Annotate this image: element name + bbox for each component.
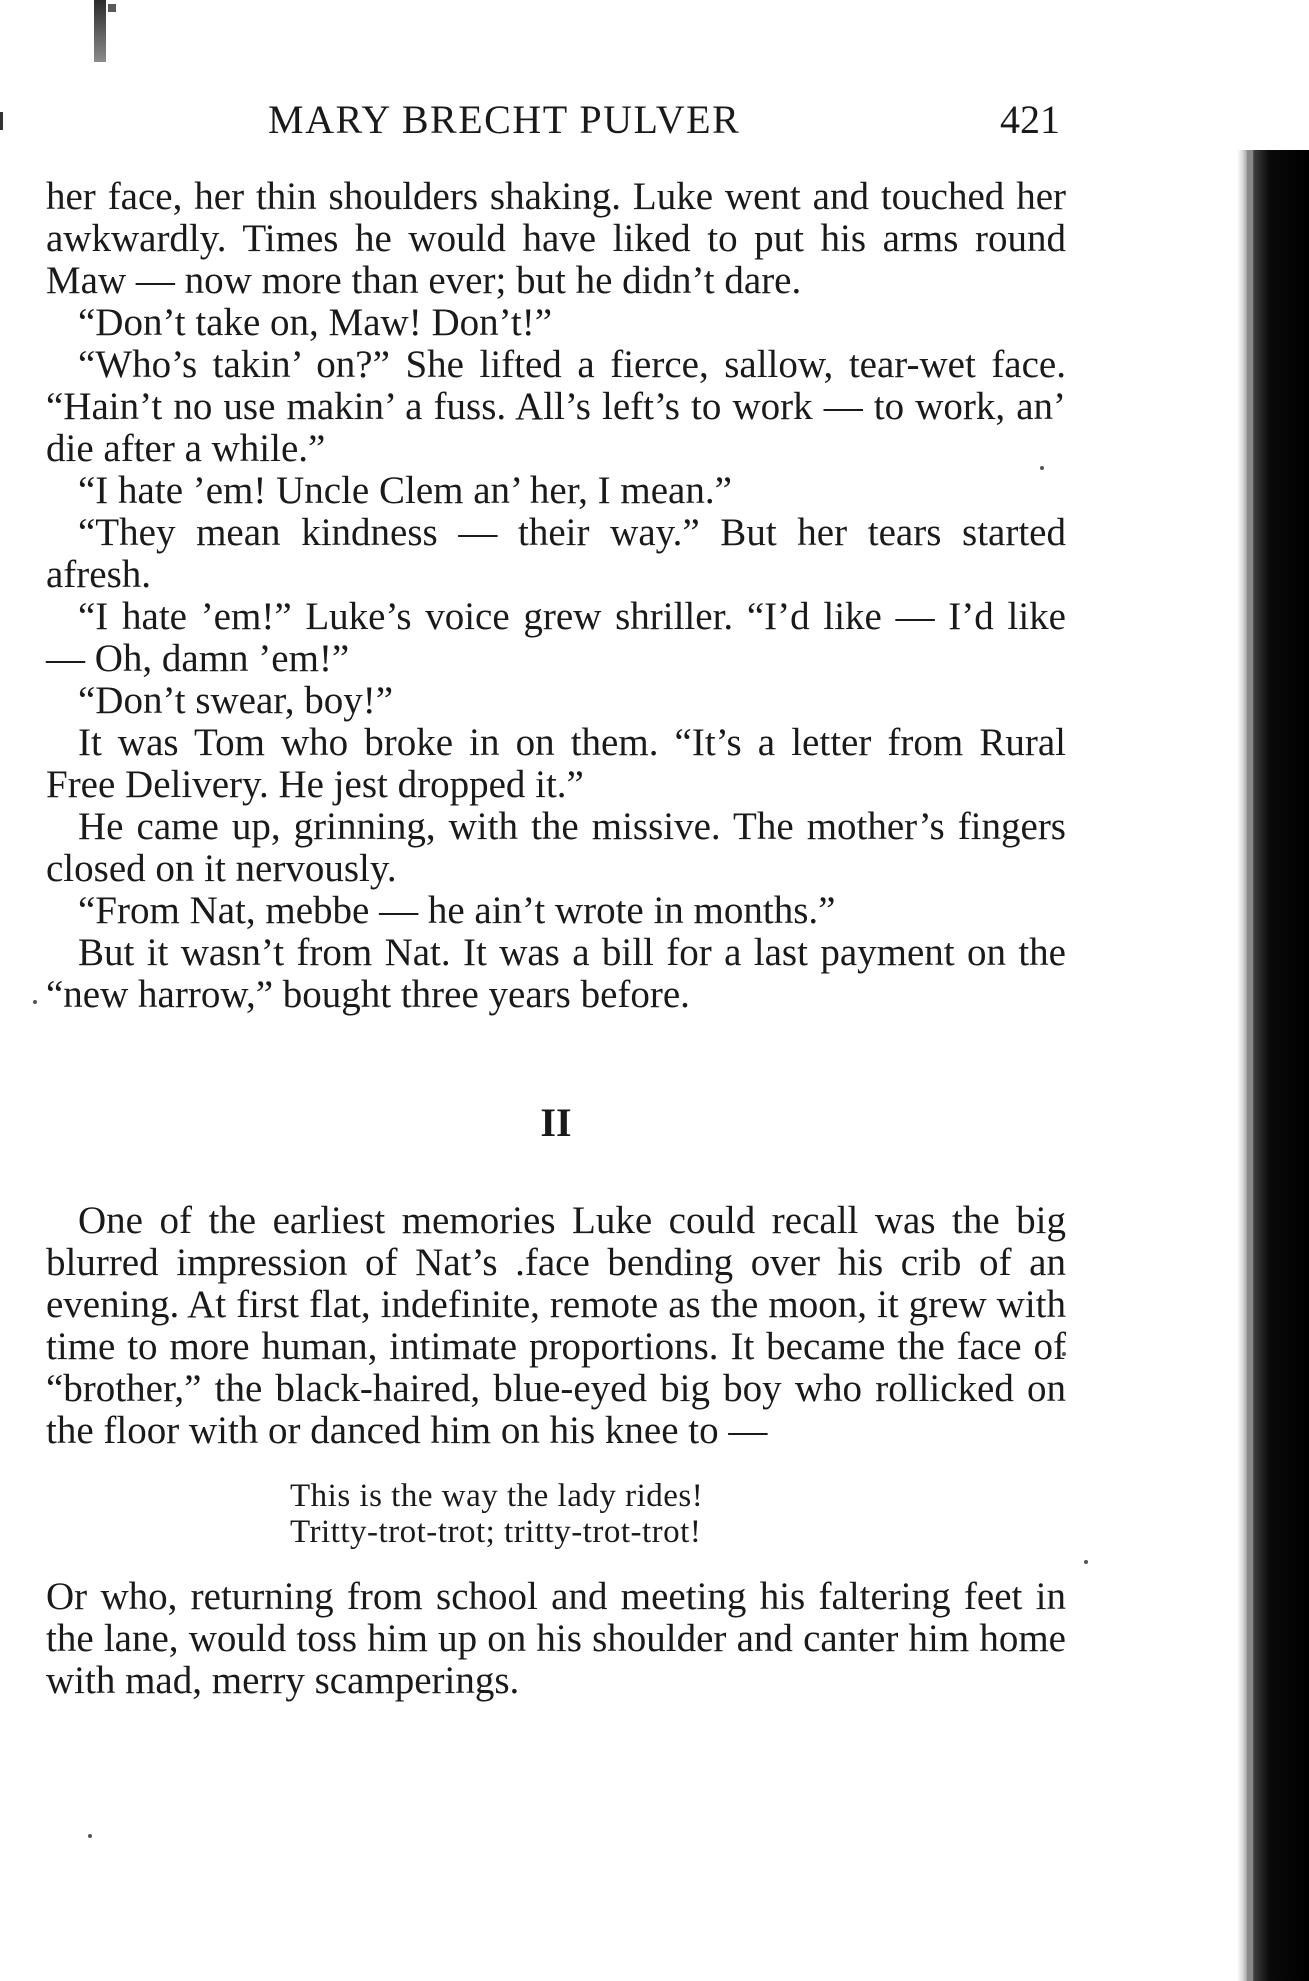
paragraph: One of the earliest memories Luke could recall was the big blurred impression of Nat’s .face bending over his crib of an evening. At first flat, indefinite, remote as the moon, it grew with time to more human, intimate proportions. It became the face of “brother,” the black-haired, blue-eyed big boy who rollicked on the floor with or danced him on his knee to — [46, 1199, 1066, 1452]
paragraph: But it wasn’t from Nat. It was a bill for a last payment on the “new harrow,” bought three years before. [46, 931, 1066, 1016]
paragraph: “They mean kindness — their way.” But her tears started afresh. [46, 511, 1066, 596]
running-header [0, 95, 1309, 145]
paragraph: “Who’s takin’ on?” She lifted a fierce, sallow, tear-wet face. “Hain’t no use makin’ a fuss. All’s left’s to work — to work, an’ die after a while.” [46, 343, 1066, 470]
verse-line: Tritty-trot-trot; tritty-trot-trot! [290, 1514, 702, 1550]
scan-speck [88, 1834, 92, 1838]
scan-speck [1084, 1560, 1088, 1564]
book-binding-shadow [1247, 150, 1253, 1981]
section-heading: II [540, 1100, 572, 1145]
scan-artifact-tick [108, 4, 116, 12]
scan-speck [33, 1000, 37, 1004]
paragraph: “Don’t swear, boy!” [78, 679, 394, 722]
verse-quote [46, 1478, 1066, 1550]
page-number: 421 [1000, 97, 1060, 142]
running-title: MARY BRECHT PULVER [268, 97, 741, 142]
paragraph: “From Nat, mebbe — he ain’t wrote in months.” [78, 889, 836, 932]
scan-artifact-mark [94, 0, 106, 62]
paragraph: He came up, grinning, with the missive. The mother’s fingers closed on it nervously. [46, 805, 1066, 890]
paragraph: “Don’t take on, Maw! Don’t!” [78, 301, 553, 344]
paragraph: her face, her thin shoulders shaking. Luke went and touched her awkwardly. Times he would have liked to put his arms round Maw — now more than ever; but he didn’t dare. [46, 175, 1066, 302]
body-text [46, 176, 1066, 1702]
paragraph: Or who, returning from school and meeting his faltering feet in the lane, would toss him up on his shoulder and canter him home with mad, merry scamperings. [46, 1575, 1066, 1702]
verse-line: This is the way the lady rides! [290, 1478, 704, 1514]
paragraph: “I hate ’em! Uncle Clem an’ her, I mean.” [78, 469, 732, 512]
paragraph: It was Tom who broke in on them. “It’s a letter from Rural Free Delivery. He jest dropped it.” [46, 721, 1066, 806]
paragraph: “I hate ’em!” Luke’s voice grew shriller. “I’d like — I’d like — Oh, damn ’em!” [46, 595, 1066, 680]
